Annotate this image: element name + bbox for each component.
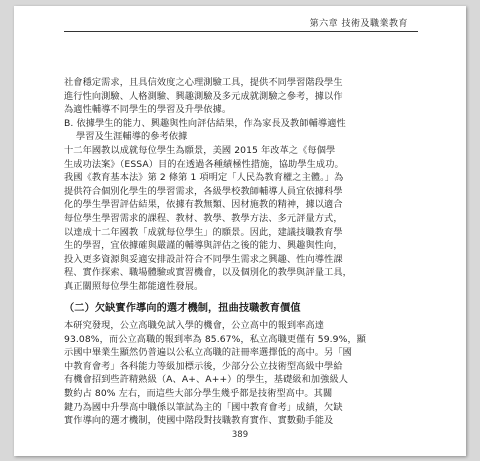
document-page (14, 6, 466, 456)
text-line: 學習及生涯輔導的參考依據 (76, 131, 188, 143)
text-line: 進行性向測驗、人格測驗、興趣測驗及多元成就測驗之參考，據以作 (64, 90, 343, 102)
paragraph (64, 76, 418, 117)
page-number: 389 (231, 430, 249, 440)
text-line: 十二年國教以成就每位學生為願景，美國 2015 年改革之《每個學 (64, 144, 336, 156)
text-line: 中教育會考」各科能力等級加標示後，少部分公立技術型高級中學給 (64, 360, 343, 372)
text-line: 示國中畢業生顯然仍普遍以公私立高職的註冊率選擇低的高中。另「國 (64, 347, 352, 359)
text-line: 有機會招到些許精熟級（A、A+、A++）的學生，基礎級和加強級人 (64, 374, 349, 386)
text-line: 93.08%，而公立高職的報到率為 85.67%，私立高職更僅有 59.9%，顯 (64, 333, 367, 345)
paragraph (64, 144, 418, 294)
paragraph (64, 117, 418, 144)
text-line: 實作導向的選才機制，使國中階段對技職教育實作、實數動手能及 (64, 415, 334, 427)
text-line: 鍵乃為國中升學高中職係以筆試為主的「國中教育會考」成績，欠缺 (64, 401, 343, 413)
text-line: 每位學生學習需求的課程、教材、教學、教學方法、多元評量方式， (64, 212, 343, 224)
text-line: 以達成十二年國教「成就每位學生」的願景。因此，建議技職教育學 (64, 226, 343, 238)
spacer (64, 294, 418, 300)
text-line: 生成功法案》（ESSA）目的在透過各種績極性措施，協助學生成功。 (64, 158, 344, 170)
text-line: 投入更多資源與妥適安排設計符合不同學生需求之興趣、性向導性課 (64, 253, 343, 265)
running-head: 第六章 技術及職業教育 (309, 19, 408, 29)
text-line: B. 依據學生的能力、興趣與性向評估結果，作為家長及教師輔導適性 (64, 117, 346, 129)
paragraph (64, 319, 418, 428)
text-line: 程、實作探索、職場體驗或實習機會，以及個別化的教學與評量工具， (64, 267, 352, 279)
text-line: 為適性輔導不同學生的學習及升學依據。 (64, 104, 232, 116)
text-line: 提供符合個別化學生的學習需求，各級學校教師輔導人員宜依據科學 (64, 185, 343, 197)
text-line: 化的學生學習評估結果，依據有教無類、因材施教的精神，據以適合 (64, 199, 343, 211)
text-line: 真正關照每位學生都能適性發展。 (64, 280, 204, 292)
text-line: 數約占 80% 左右，而這些大部分學生幾乎都是技術型高中。其關 (64, 388, 333, 400)
section-heading: （二）欠缺實作導向的選才機制，扭曲技職教育價值 (64, 302, 301, 314)
body-text (64, 76, 418, 428)
header-rule (64, 31, 418, 32)
text-line: 生的學習，宜依據確與嚴謹的輔導與評估之後的能力、興趣與性向， (64, 240, 343, 252)
text-line: 社會穩定需求，且具信效度之心理測驗工具，提供不同學習階段學生 (64, 77, 343, 88)
text-line: 本研究發現，公立高職免試入學的機會，公立高中的報到率高達 (64, 320, 325, 332)
text-line: 我國《教育基本法》第 2 條第 1 項明定「人民為教育權之主體。」為 (64, 172, 344, 184)
